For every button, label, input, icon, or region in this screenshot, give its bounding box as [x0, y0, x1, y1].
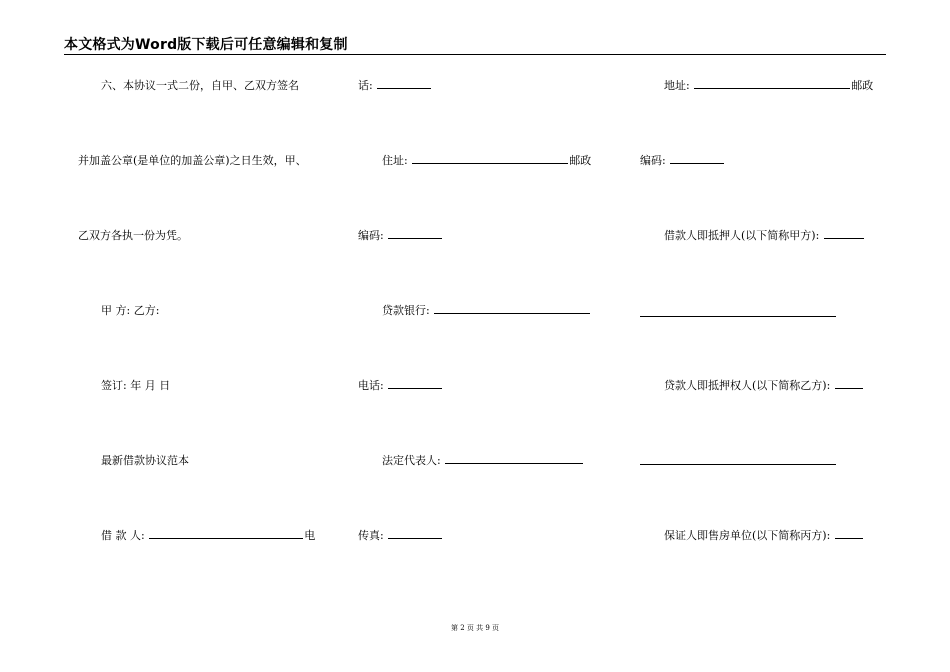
address-label: 住址:: [382, 154, 408, 167]
borrower-blank[interactable]: [149, 538, 303, 539]
col3-postcode-label: 编码:: [640, 154, 666, 167]
col3-line1: [664, 79, 873, 93]
address-suffix: 邮政: [569, 154, 592, 167]
address-blank[interactable]: [412, 163, 568, 164]
postcode-label: 编码:: [358, 229, 384, 242]
col3-address-blank[interactable]: [694, 88, 850, 89]
header-title: 本文格式为Word版下载后可任意编辑和复制: [64, 37, 348, 53]
borrower-label: 借 款 人:: [101, 529, 145, 542]
col2-line2: [382, 154, 591, 168]
col1-line3: 乙双方各执一份为凭。: [78, 229, 188, 242]
col1-line2: 并加盖公章(是单位的加盖公章)之日生效，甲、: [78, 154, 307, 167]
col3-line5: [664, 379, 864, 393]
phone-label: 话:: [358, 79, 373, 92]
bank-label: 贷款银行:: [382, 304, 430, 317]
col3-line3: [664, 229, 865, 243]
tel-label: 电话:: [358, 379, 384, 392]
col3-address-suffix: 邮政: [851, 79, 874, 92]
col1-borrower-line: [101, 529, 315, 543]
col3-address-label: 地址:: [664, 79, 690, 92]
col1-signing-date: 签订: 年 月 日: [101, 379, 171, 392]
guarantor-label: 保证人即售房单位(以下简称丙方):: [664, 529, 831, 542]
tel-blank[interactable]: [388, 388, 442, 389]
col2-line4: [382, 304, 591, 318]
legal-rep-label: 法定代表人:: [382, 454, 441, 467]
col2-line6: [382, 454, 584, 468]
col1-party-line: 甲 方: 乙方:: [101, 304, 160, 317]
col3-postcode-blank[interactable]: [670, 163, 724, 164]
fax-label: 传真:: [358, 529, 384, 542]
col3-line7: [664, 529, 864, 543]
mortgagee-blank[interactable]: [835, 388, 863, 389]
col3-line2: [640, 154, 725, 168]
borrower-suffix: 电: [304, 529, 316, 542]
col3-blank-rule-1[interactable]: [640, 316, 836, 317]
col2-line1: [358, 79, 432, 93]
col1-line1: 六、本协议一式二份，自甲、乙双方签名: [101, 79, 299, 92]
col3-blank-rule-2[interactable]: [640, 464, 836, 465]
phone-blank[interactable]: [377, 88, 431, 89]
mortgagor-blank[interactable]: [824, 238, 864, 239]
fax-blank[interactable]: [388, 538, 442, 539]
col1-section-title: 最新借款协议范本: [101, 454, 189, 467]
legal-rep-blank[interactable]: [445, 463, 583, 464]
col2-line3: [358, 229, 443, 243]
document-header: [64, 36, 886, 55]
mortgagee-label: 贷款人即抵押权人(以下简称乙方):: [664, 379, 831, 392]
col2-line5: [358, 379, 443, 393]
bank-blank[interactable]: [434, 313, 590, 314]
guarantor-blank[interactable]: [835, 538, 863, 539]
col2-line7: [358, 529, 443, 543]
postcode-blank[interactable]: [388, 238, 442, 239]
mortgagor-label: 借款人即抵押人(以下简称甲方):: [664, 229, 820, 242]
page-number: 第 2 页 共 9 页: [450, 624, 500, 632]
